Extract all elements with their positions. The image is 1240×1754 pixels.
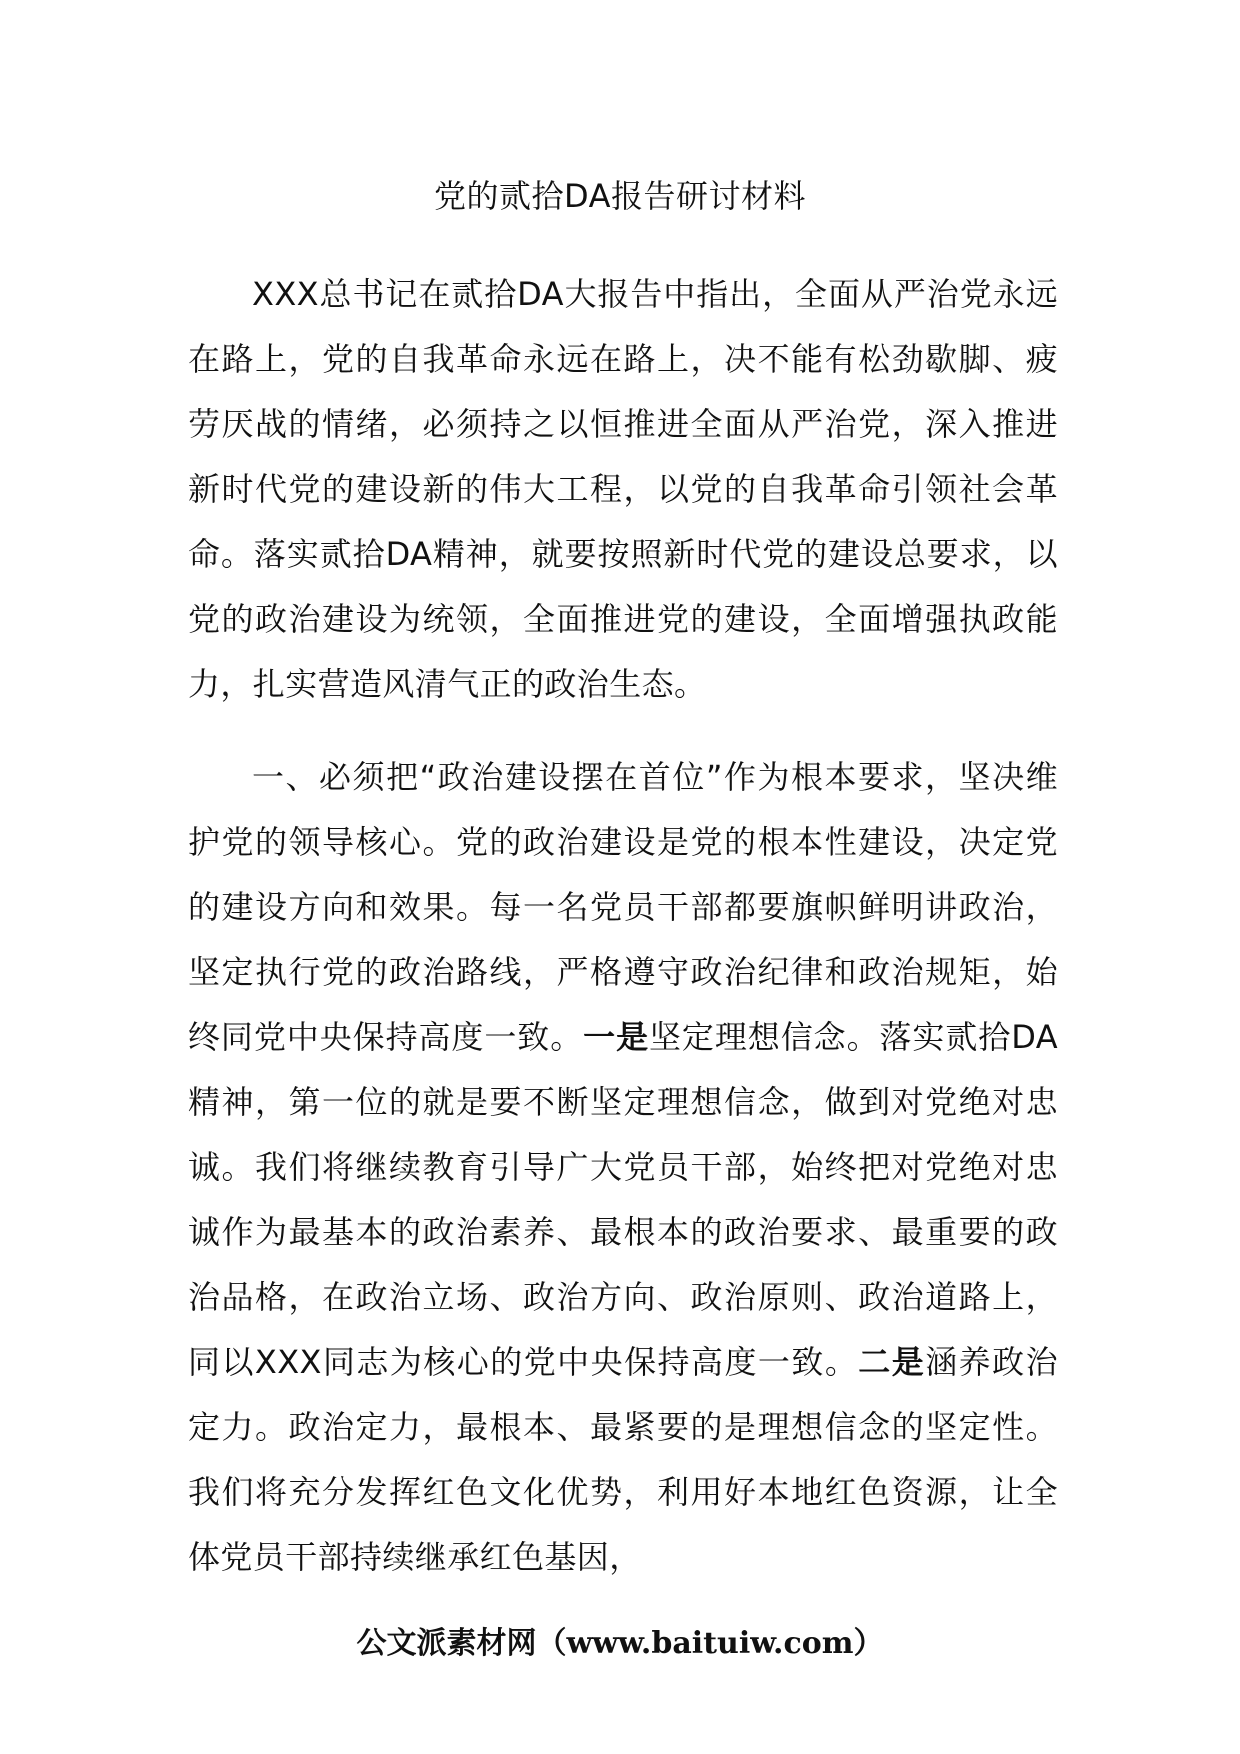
paragraph-text: 涵养政治定力。政治定力，最根本、最紧要的是理想信念的坚定性。我们将充分发挥红色文化优势，利用好本地红色资源，让全体党员干部持续继承红色基因，	[188, 1343, 1058, 1576]
footer-source: 公文派素材网（www.baituiw.com）	[356, 1626, 884, 1661]
paragraph-text: 坚定理想信念。落实贰拾DA精神，第一位的就是要不断坚定理想信念，做到对党绝对忠诚。我们将继续教育引导广大党员干部，始终把对党绝对忠诚作为最基本的政治素养、最根本的政治要求、最重要的政治品格，在政治立场、政治方向、政治原则、政治道路上，同以XXX同志为核心的党中央保持高度一致。	[188, 1018, 1058, 1381]
paragraph-text: XXX总书记在贰拾DA大报告中指出，全面从严治党永远在路上，党的自我革命永远在路上，决不能有松劲歇脚、疲劳厌战的情绪，必须持之以恒推进全面从严治党，深入推进新时代党的建设新的伟大工程，以党的自我革命引领社会革命。落实贰拾DA精神，就要按照新时代党的建设总要求，以党的政治建设为统领，全面推进党的建设，全面增强执政能力，扎实营造风清气正的政治生态。	[188, 275, 1058, 703]
paragraph-section-one	[188, 745, 1058, 1590]
paragraph-intro	[188, 262, 1058, 717]
bold-lead-first: 一是	[583, 1018, 649, 1056]
paragraph-text: 一、必须把“政治建设摆在首位”作为根本要求，坚决维护党的领导核心。党的政治建设是党的根本性建设，决定党的建设方向和效果。每一名党员干部都要旗帜鲜明讲政治，坚定执行党的政治路线，严格遵守政治纪律和政治规矩，始终同党中央保持高度一致。	[188, 758, 1058, 1056]
bold-lead-second: 二是	[858, 1343, 926, 1381]
document-body	[188, 262, 1058, 1590]
document-title: 党的贰拾DA报告研讨材料	[434, 177, 806, 215]
